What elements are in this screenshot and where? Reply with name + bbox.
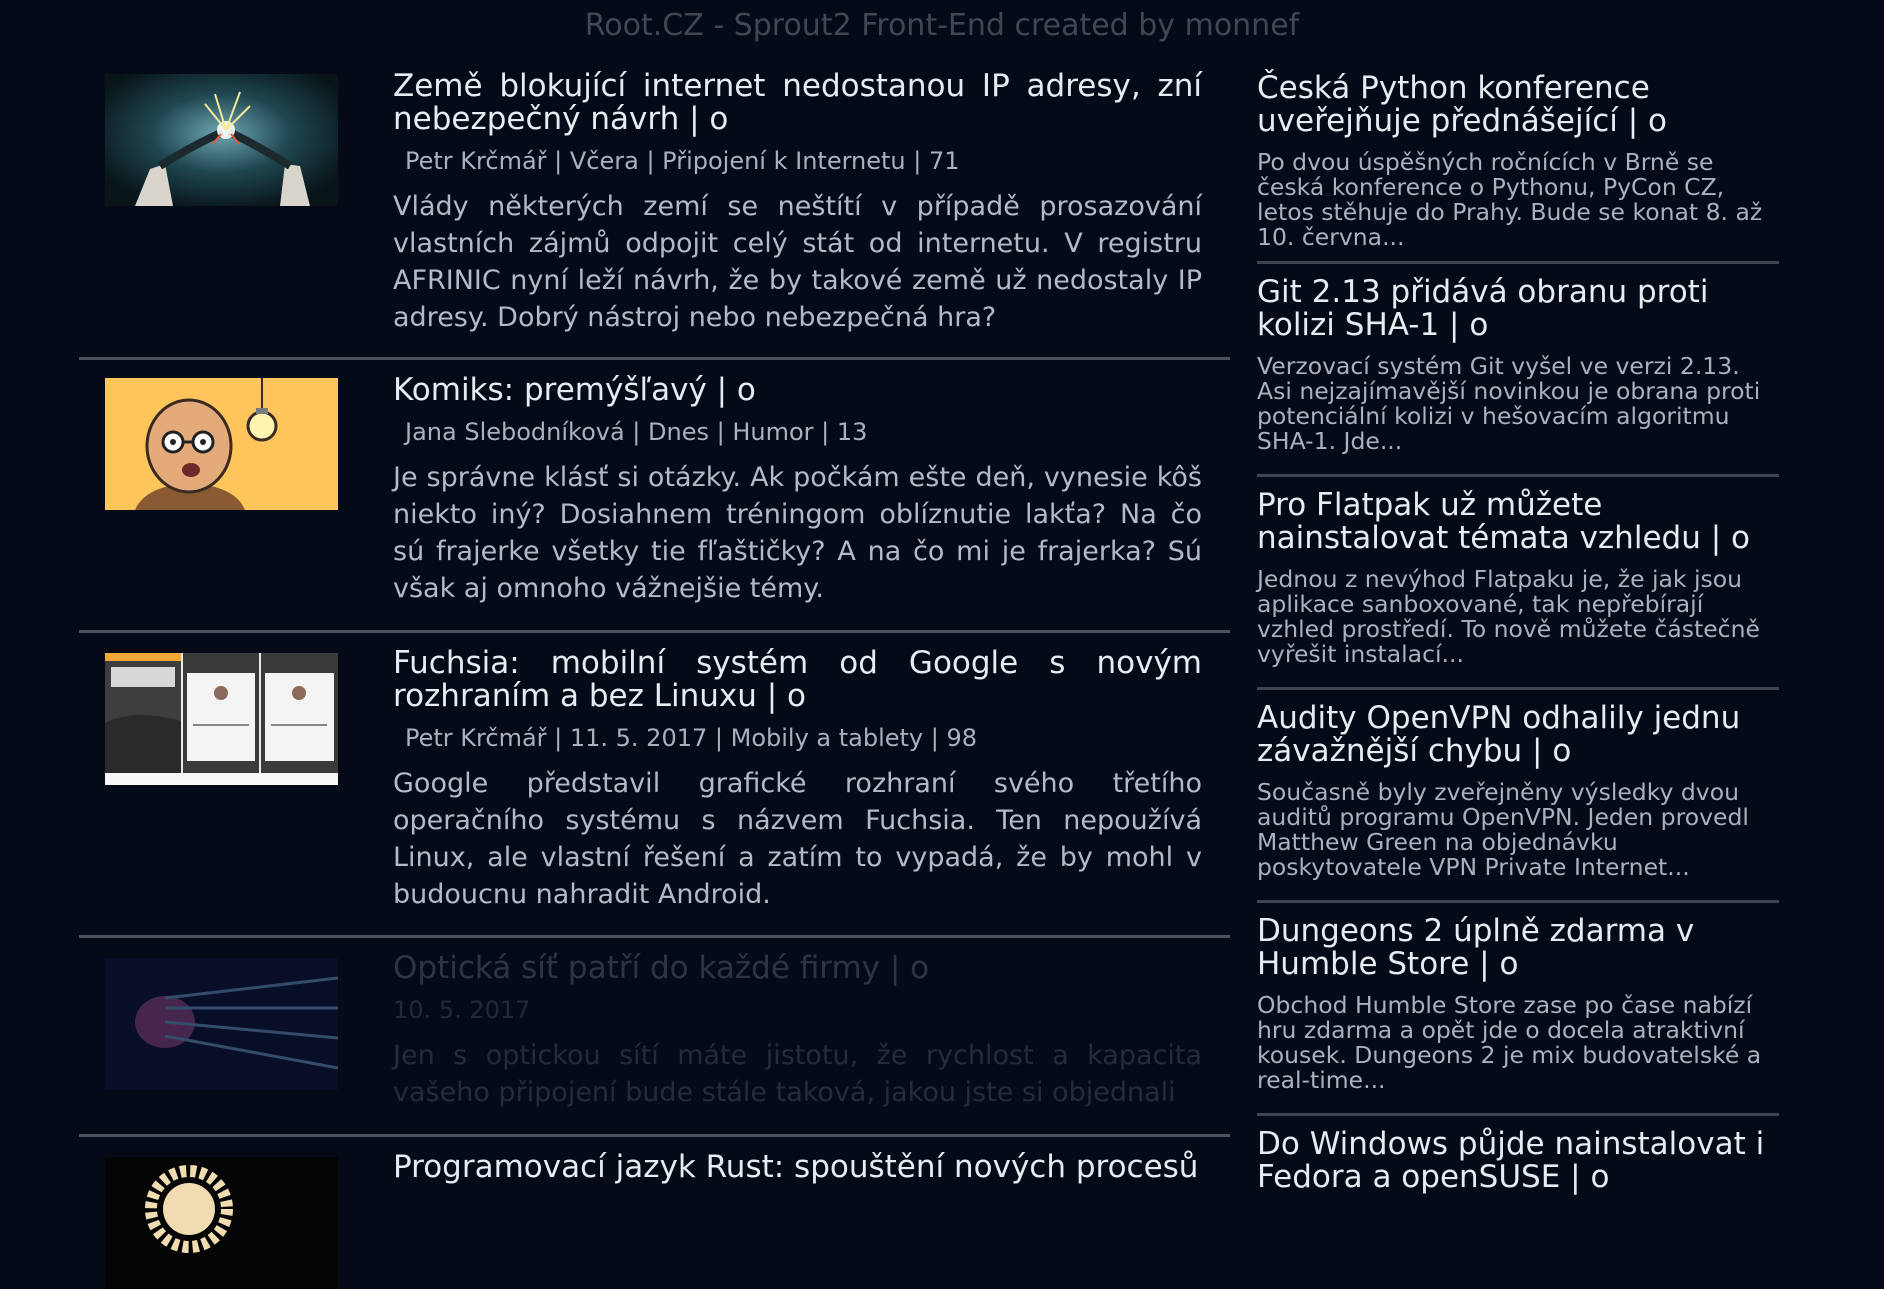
sidebar-news-title[interactable]: Do Windows půjde nainstalovat i Fedora a openSUSE | o xyxy=(1257,1126,1765,1195)
article-thumbnail[interactable] xyxy=(105,1157,338,1289)
news-sidebar xyxy=(1257,62,1779,1196)
sidebar-news-item xyxy=(1257,1116,1779,1196)
article-perex: Google představil grafické rozhraní svého třetího operačního systému s názvem Fuchsia. Ten nepoužívá Linux, ale vlastní řešení a zatím to vypadá, že by mohl v budoucnu nahradit Android. xyxy=(393,768,1202,910)
sidebar-news-perex: Obchod Humble Store zase po čase nabízí hru zdarma a opět jde o docela atraktivní kousek. Dungeons 2 je mix budovatelské a real-time... xyxy=(1257,991,1762,1094)
sidebar-news-perex: Jednou z nevýhod Flatpaku je, že jak jsou aplikace sanboxované, tak nepřebírají vzhled prostředí. To nově můžete částečně vyřešit instalací... xyxy=(1257,565,1760,668)
article-item-promoted xyxy=(79,938,1230,1137)
article-perex: Jen s optickou sítí máte jistotu, že rychlost a kapacita vašeho připojení bude stále taková, jakou jste si objednali xyxy=(393,1040,1202,1108)
article-meta: 10. 5. 2017 xyxy=(393,996,531,1024)
article-title[interactable]: Optická síť patří do každé firmy | o xyxy=(393,950,930,986)
article-title[interactable]: Komiks: premýšľavý | o xyxy=(393,372,756,408)
article-content xyxy=(393,360,1202,607)
article-item xyxy=(79,633,1230,938)
comic-character-image xyxy=(105,378,338,510)
article-meta: Jana Slebodníková | Dnes | Humor | 13 xyxy=(405,418,868,446)
sidebar-news-title[interactable]: Česká Python konference uveřejňuje přednášející | o xyxy=(1257,70,1668,139)
article-perex: Je správne klásť si otázky. Ak počkám ešte deň, vynesie kôš niekto iný? Dosiahnem tréningom oblíznutie lakťa? Na čo sú frajerke všetky tie fľaštičky? A na čo mi je frajerka? Sú však aj omnoho vážnejšie témy. xyxy=(393,462,1202,604)
article-title[interactable]: Fuchsia: mobilní systém od Google s novým rozhraním a bez Linuxu | o xyxy=(393,645,1202,714)
page-header xyxy=(0,8,1884,50)
sidebar-news-perex: Současně byly zveřejněny výsledky dvou auditů programu OpenVPN. Jeden provedl Matthew Green na objednávku poskytovatele VPN Private Internet... xyxy=(1257,778,1749,881)
sidebar-news-item xyxy=(1257,690,1779,903)
article-title[interactable]: Země blokující internet nedostanou IP adresy, zní nebezpečný návrh | o xyxy=(393,68,1202,137)
article-item xyxy=(79,360,1230,633)
article-title[interactable]: Programovací jazyk Rust: spouštění nových procesů xyxy=(393,1149,1199,1185)
article-meta: Petr Krčmář | Včera | Připojení k Internetu | 71 xyxy=(405,147,960,175)
sidebar-news-item xyxy=(1257,62,1779,264)
sidebar-news-item xyxy=(1257,903,1779,1116)
article-perex: Vlády některých zemí se neštítí v případě prosazování vlastních zájmů odpojit celý stát od internetu. V registru AFRINIC nyní leží návrh, že by takové země už nedostaly IP adresy. Dobrý nástroj nebo nebezpečná hra? xyxy=(393,191,1202,333)
sidebar-news-perex: Verzovací systém Git vyšel ve verzi 2.13. Asi nejzajímavější novinkou je obrana proti potenciální kolizi v hešovacím algoritmu SHA-1. Jde... xyxy=(1257,352,1761,455)
sidebar-news-title[interactable]: Audity OpenVPN odhalily jednu závažnější chybu | o xyxy=(1257,700,1741,769)
article-list xyxy=(79,62,1230,1217)
rust-logo-image xyxy=(105,1157,338,1289)
sidebar-news-perex: Po dvou úspěšných ročnících v Brně se česká konference o Pythonu, PyCon CZ, letos stěhuje do Prahy. Bude se konat 8. až 10. června... xyxy=(1257,148,1763,251)
article-item xyxy=(79,1137,1230,1217)
site-title: Root.CZ - Sprout2 Front-End created by monnef xyxy=(584,8,1300,43)
article-content xyxy=(393,938,1202,1111)
article-content xyxy=(393,62,1202,336)
article-thumbnail[interactable] xyxy=(105,958,338,1090)
sidebar-news-title[interactable]: Git 2.13 přidává obranu proti kolizi SHA-1 | o xyxy=(1257,274,1709,343)
fuchsia-screenshots-image xyxy=(105,653,338,785)
sidebar-news-title[interactable]: Dungeons 2 úplně zdarma v Humble Store | o xyxy=(1257,913,1695,982)
sidebar-news-item xyxy=(1257,477,1779,690)
article-thumbnail[interactable] xyxy=(105,74,338,206)
optical-fiber-image xyxy=(105,958,338,1090)
sidebar-news-item xyxy=(1257,264,1779,477)
hands-cable-image xyxy=(105,74,338,206)
article-content xyxy=(393,1137,1202,1184)
article-meta: Petr Krčmář | 11. 5. 2017 | Mobily a tablety | 98 xyxy=(405,724,978,752)
article-thumbnail[interactable] xyxy=(105,378,338,510)
article-content xyxy=(393,633,1202,913)
article-thumbnail[interactable] xyxy=(105,653,338,785)
sidebar-news-title[interactable]: Pro Flatpak už můžete nainstalovat témata vzhledu | o xyxy=(1257,487,1750,556)
article-item xyxy=(79,62,1230,360)
